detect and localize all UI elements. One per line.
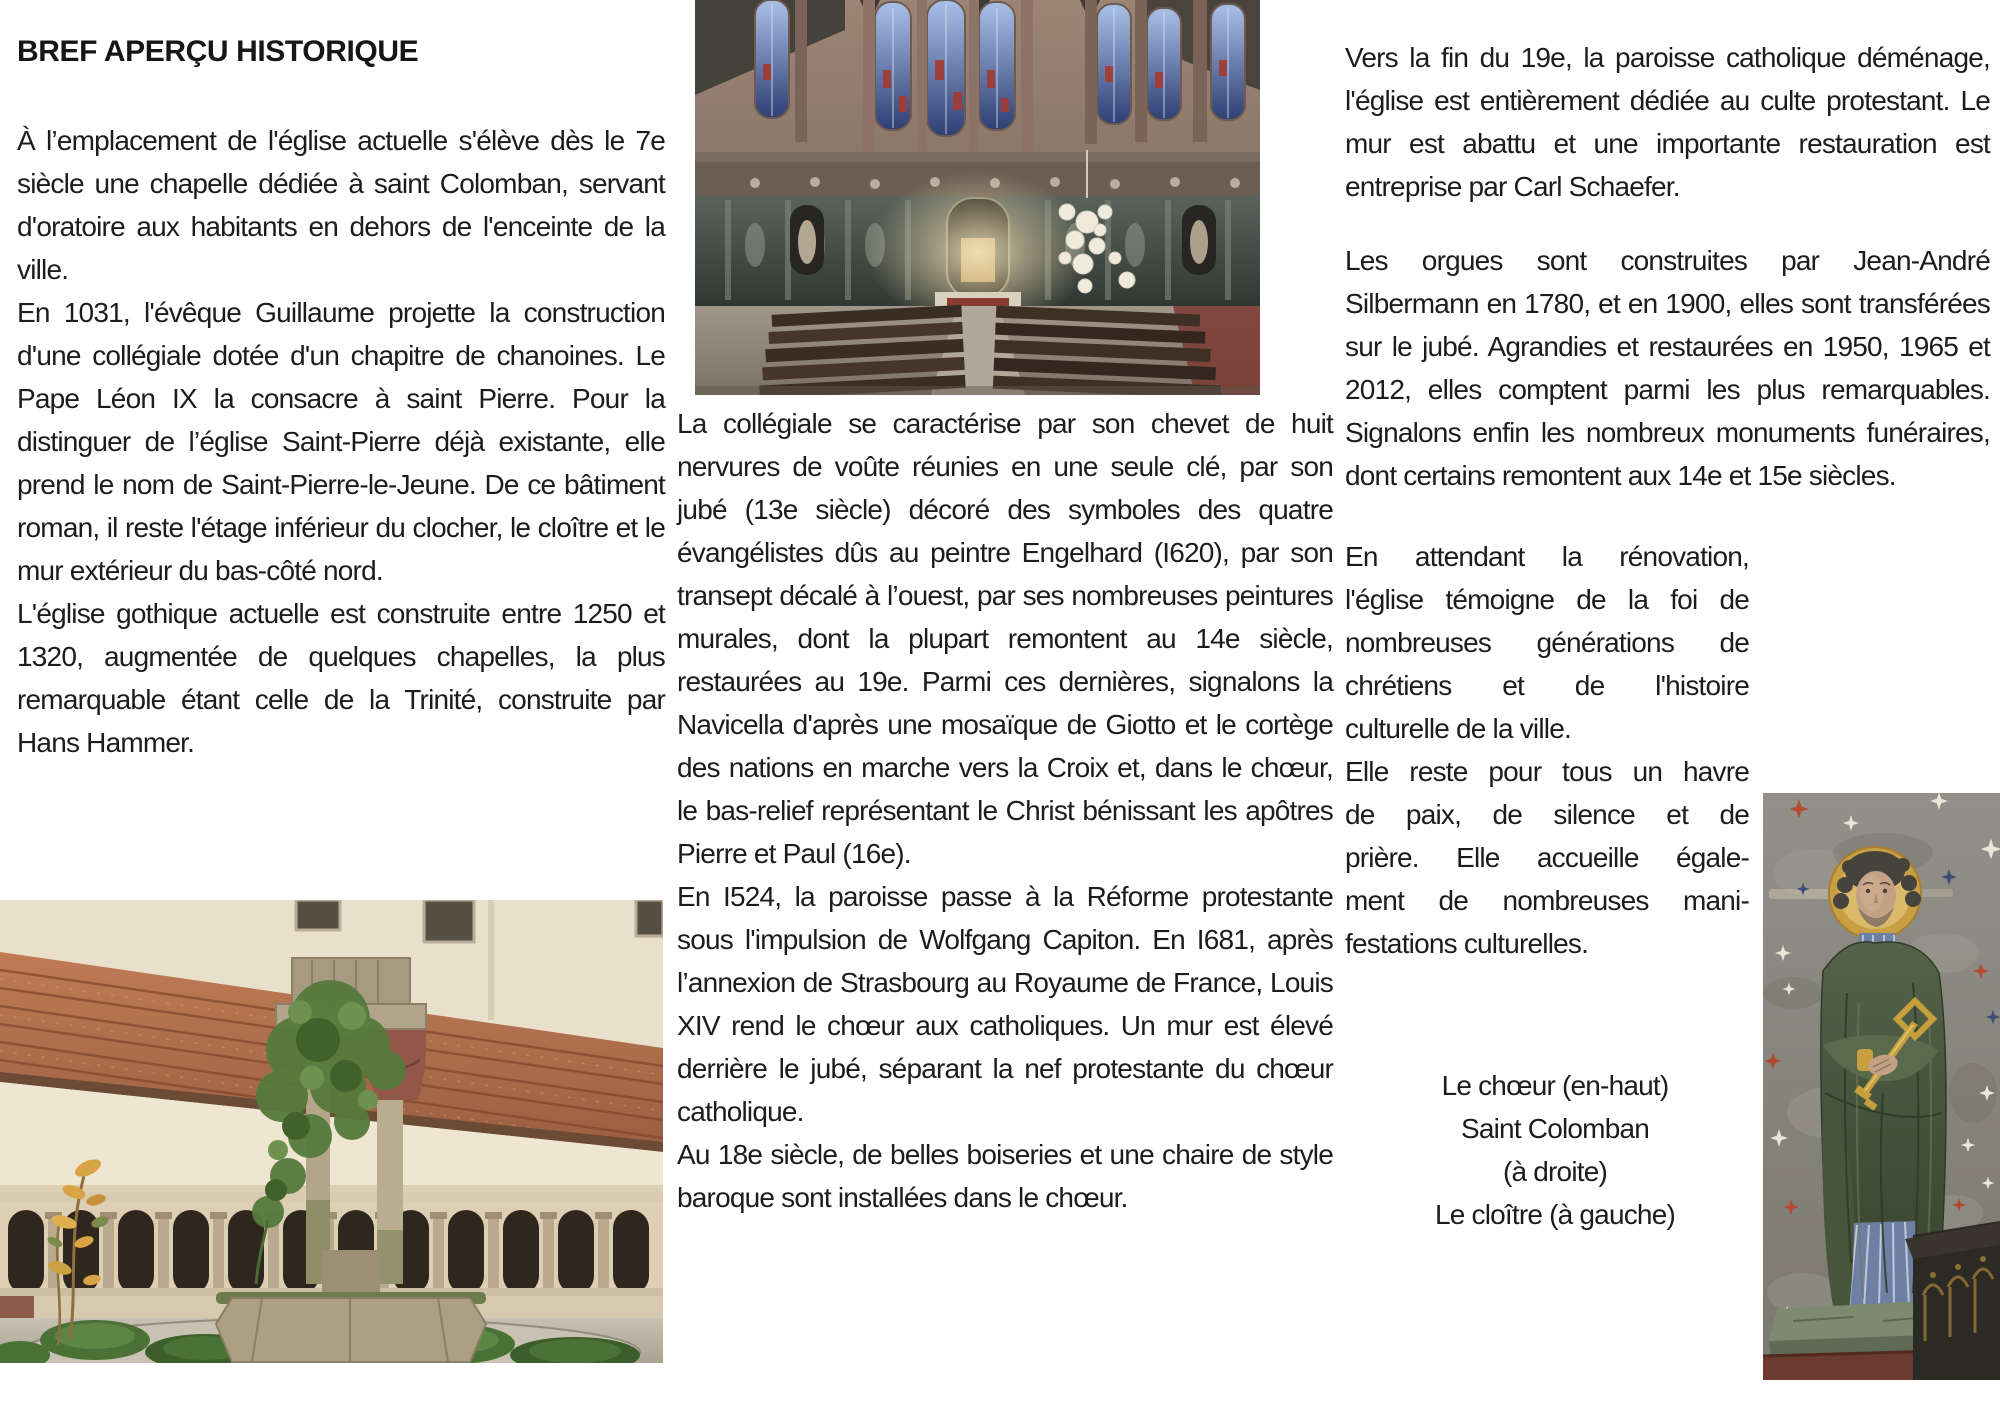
left-column	[17, 30, 665, 764]
narrow-line: l'église témoigne de la foi de	[1345, 584, 1749, 615]
saint-fresco-photo	[1763, 793, 2000, 1380]
narrow-line: prière. Elle accueille égale-	[1345, 842, 1749, 873]
caption-line: Le cloître (à gauche)	[1434, 1199, 1675, 1230]
middle-paragraph-1: La collégiale se caractérise par son chevet de huit nervures de voûte réunies en une seule clé, par son jubé (13e siècle) décoré des symboles des quatre évangélistes dûs au peintre Engelhard (I620), par son transept décalé à l’ouest, par ses nombreuses peintures murales, dont la plupart remontent au 14e siècle, restaurées au 19e. Parmi ces dernières, signalons la Navicella d'après une mosaïque de Giotto et le cortège des nations en marche vers la Croix et, dans le chœur, le bas-relief représentant le Christ bénissant les apôtres Pierre et Paul (16e).	[677, 408, 1333, 869]
narrow-line: En attendant la rénovation,	[1345, 541, 1749, 572]
middle-paragraph-2: En I524, la paroisse passe à la Réforme protestante sous l'impulsion de Wolfgang Capiton. En I681, après l’annexion de Strasbourg au Royaume de France, Louis XIV rend le chœur aux catholiques. Un mur est élevé derrière le jubé, séparant la nef protestante du chœur catholique.	[677, 881, 1333, 1127]
middle-paragraph-3: Au 18e siècle, de belles boiseries et une chaire de style baroque sont installées dans le chœur.	[677, 1139, 1333, 1213]
narrow-line: nombreuses générations de	[1345, 627, 1749, 658]
caption-line: Le chœur (en-haut)	[1441, 1070, 1669, 1101]
narrow-line: festations culturelles.	[1345, 928, 1589, 959]
narrow-line: de paix, de silence et de	[1345, 799, 1749, 830]
right-paragraph-1: Vers la fin du 19e, la paroisse catholique déménage, l'église est entièrement dédiée au culte protestant. Le mur est abattu et une importante restauration est entreprise par Carl Schaefer.	[1345, 42, 1990, 202]
left-paragraph-2: En 1031, l'évêque Guillaume projette la construction d'une collégiale dotée d'un chapitre de chanoines. Le Pape Léon IX la consacre à saint Pierre. Pour la distinguer de l’église Saint-Pierre déjà existante, elle prend le nom de Saint-Pierre-le-Jeune. De ce bâtiment roman, il reste l'étage inférieur du clocher, le cloître et le mur extérieur du bas-côté nord.	[17, 297, 665, 586]
right-paragraph-2: Les orgues sont construites par Jean-André Silbermann en 1780, et en 1900, elles sont transférées sur le jubé. Agrandies et restaurées en 1950, 1965 et 2012, elles comptent parmi les plus remarquables. Signalons enfin les nombreux monuments funéraires, dont certains remontent aux 14e et 15e siècles.	[1345, 245, 1990, 491]
caption-line: Saint Colomban	[1460, 1113, 1650, 1144]
narrow-line: Elle reste pour tous un havre	[1345, 756, 1749, 787]
narrow-line: culturelle de la ville.	[1345, 713, 1571, 744]
narrow-line: chrétiens et de l'histoire	[1345, 670, 1749, 701]
narrow-paragraph	[1345, 535, 1749, 965]
left-paragraph-3: L'église gothique actuelle est construite entre 1250 et 1320, augmentée de quelques chapelles, la plus remarquable étant celle de la Trinité, construite par Hans Hammer.	[17, 598, 665, 758]
narrow-line: ment de nombreuses mani-	[1345, 885, 1749, 916]
caption-line: (à droite)	[1502, 1156, 1608, 1187]
middle-column	[677, 402, 1333, 1219]
cloister-photo	[0, 900, 663, 1363]
page-title: BREF APERÇU HISTORIQUE	[17, 35, 419, 68]
photo-caption	[1345, 1064, 1765, 1236]
choir-photo	[695, 0, 1260, 395]
left-paragraph-1: À l’emplacement de l'église actuelle s'élève dès le 7e siècle une chapelle dédiée à saint Colomban, servant d'oratoire aux habitants en dehors de l'enceinte de la ville.	[17, 125, 665, 285]
